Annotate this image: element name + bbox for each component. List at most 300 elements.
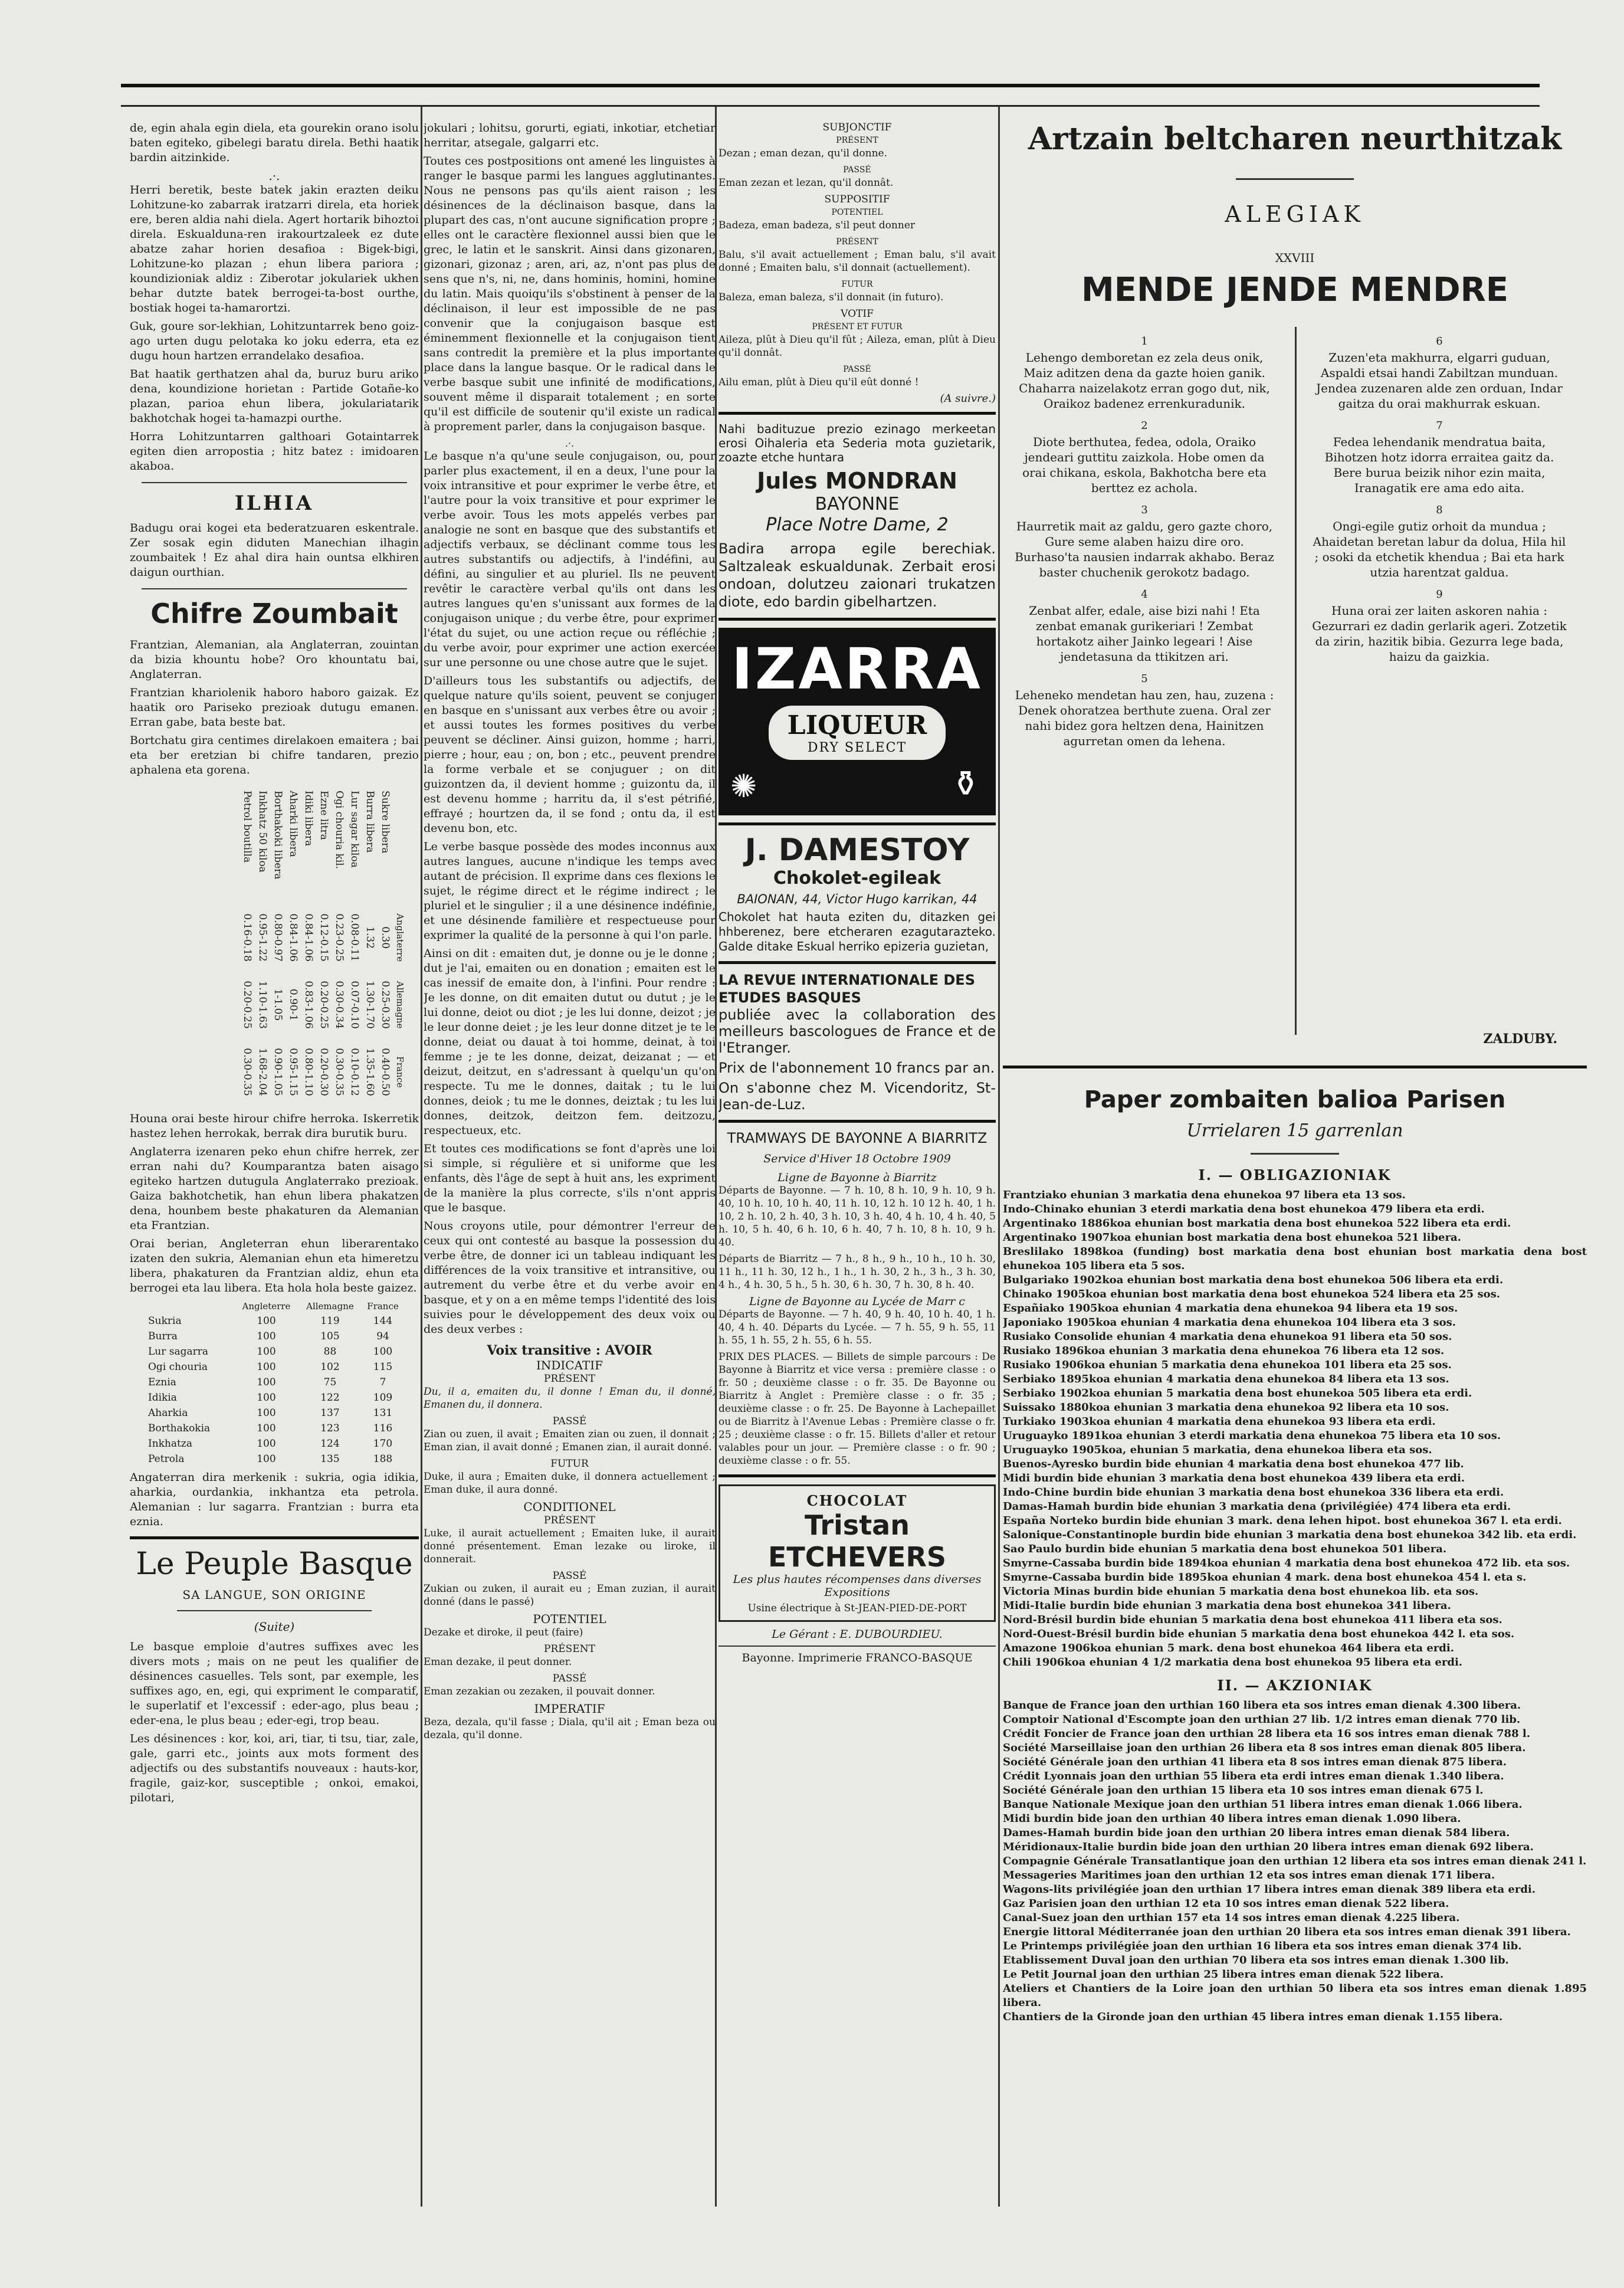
table-cell: 0.23-0.25 [333, 913, 345, 962]
imperatif-heading: IMPERATIF [534, 1702, 605, 1716]
table-row [270, 787, 286, 1106]
list-item: Nord-Ouest-Brésil burdin bide ehunian 5 markatia dena bost ehunekoa 442 l. eta sos. [1003, 1628, 1515, 1640]
stanza: Diote berthutea, fedea, odola, Oraiko jendeari guttitu zaizkola. Hobe omen da orai chikana, eskola, Bakhotcha bere eta berttez ez achola. [1022, 435, 1267, 495]
list-item: Rusiako Consolide ehunian 4 markatia dena ehunekoa 91 libera eta 50 sos. [1003, 1330, 1452, 1343]
table-cell: 0.20-0.25 [318, 981, 330, 1029]
table-cell: 188 [373, 1453, 393, 1465]
stanza: Haurretik mait az galdu, gero gazte choro, Gure seme alaben haizu dire oro. Burhaso'ta nausien indarrak akhabo. Beraz baster chuchenik gerokotz badago. [1015, 519, 1274, 579]
list-item: Uruguayko 1891koa ehunian 3 eterdi markatia dena ehunekoa 75 libera eta 10 sos. [1003, 1430, 1501, 1442]
top-rule-thin [121, 105, 1540, 107]
tramways-ad [719, 1130, 996, 1467]
list-item: Chinako 1905koa ehunian bost markatia dena bost ehunekoa 524 libera eta 25 sos. [1003, 1288, 1500, 1300]
list-item: Japoniako 1905koa ehunian 4 markatia dena ehunekoa 104 libera eta 3 sos. [1003, 1316, 1456, 1329]
table-cell: 75 [323, 1376, 337, 1388]
list-item: Comptoir National d'Escompte joan den urthian 27 lib. 1/2 intres eman dienak 770 lib. [1003, 1713, 1521, 1726]
table-cell: 0.30 [379, 926, 391, 949]
table-cell: 0.07-0.10 [349, 981, 360, 1029]
list-item: Frantziako ehunian 3 markatia dena ehunekoa 97 libera eta 13 sos. [1003, 1189, 1406, 1201]
table-cell: 0.90-1 [287, 988, 299, 1021]
revue-text: publiée avec la collaboration des meilleurs bascologues de France et de l'Etranger. [719, 1007, 996, 1056]
conjugation: Balu, s'il avait actuellement ; Eman balu, s'il avait donné ; Emaiten balu, s'il donnait (actuellement). [719, 249, 996, 274]
futur-heading: FUTUR [550, 1458, 589, 1470]
list-item: Serbiako 1895koa ehunian 4 markatia dena ehunekoa 84 libera eta 13 sos. [1003, 1373, 1449, 1385]
list-item: Suissako 1880koa ehunian 3 markatia dena ehunekoa 92 libera eta 10 sos. [1003, 1401, 1449, 1414]
table-cell: 100 [257, 1407, 276, 1419]
table-cell: 100 [373, 1346, 393, 1358]
table-cell: 0.84-1.06 [287, 913, 299, 962]
obligations-list [1003, 1188, 1587, 1670]
chifre-paragraph: Frantzian khariolenik haboro haboro gaizak. Ez haatik oro Pariseko prezioak dutugu emanen. Erran gabe, bata beste bat. [130, 686, 419, 729]
present-heading: PRÉSENT [836, 136, 878, 145]
tram-times: Départs de Bayonne. — 7 h. 10, 8 h. 10, 9 h. 10, 9 h. 40, 10 h. 10, 10 h. 40, 11 h. 10, 12 h. 10 12 h. 40, 1 h. 10, 2 h. 10, 2 h. 40, 3 h. 10, 3 h. 40, 4 h. 10, 4 h. 40, 5 h. 10, 5 h. 40, 6 h. 10, 6 h. 40, 7 h. 10, 8 h. 10, 9 h. 40. [719, 1185, 996, 1248]
table-cell: 0.40-0.50 [379, 1048, 391, 1096]
list-item: Wagons-lits privilégiée joan den urthian 17 libera intres eman dienak 389 libera eta erdi. [1003, 1883, 1536, 1896]
table-cell: 88 [323, 1346, 337, 1358]
oblig-heading: I. — OBLIGAZIONIAK [1198, 1166, 1392, 1184]
conjugation: Eman zezan et lezan, qu'il donnât. [719, 177, 894, 189]
list-item: Smyrne-Cassaba burdin bide 1894koa ehunian 4 markatia dena bost ehunekoa 472 lib. eta sos. [1003, 1557, 1570, 1569]
stanza-number: 3 [1141, 504, 1148, 516]
revue-subscribe: On s'abonne chez M. Vicendoritz, St-Jean-de-Luz. [719, 1080, 996, 1113]
stanza: Ongi-egile gutiz orhoit da mundua ; Ahaidetan beretan labur da dolua, Hila hil ; osoki da etchetik khendua ; Bai eta hark utzia harentzat galdua. [1313, 519, 1566, 579]
paragraph: Herri beretik, beste batek jakin erazten deiku Lohitzune-ko zabarrak iratzarri direla, eta horiek ere, beren aldia nahi diela. Agert hortarik bihoztoi direla. Eskualduna-ren irakourtzaleek ez dute abatze zahar horien desafioa : Bigek-bigi, Lohitzune-ko plazan ; ehun libera pariora ; koundizioniak aldiz : Ziberotar jokulariek ukhen behar dutzte batek berrogei-ta-bost ourthe, bostiak hogei ta-hamarortzi. [130, 183, 419, 314]
separator [719, 1474, 996, 1477]
list-item: Turkiako 1903koa ehunian 4 markatia dena ehunekoa 93 libera eta erdi. [1003, 1415, 1436, 1428]
separator [130, 1536, 419, 1539]
paragraph: Le verbe basque possède des modes inconnus aux autres langues, aucune n'indique les temps avec autant de précision. Il exprime dans ces flexions le sujet, le régime direct et le régime indirect ; le pluriel et le singulier ; il a une désinence indéfinie, et une désinende familière et respectueuse pour exprimer la qualité de la personne à qui l'on parle. [424, 840, 716, 942]
table-header-cell: Allemagne [395, 981, 405, 1029]
table-cell: 7 [379, 1376, 386, 1388]
potentiel-heading: POTENTIEL [831, 208, 883, 217]
table-cell: 1.32 [364, 926, 376, 949]
table-cell: 0.30-0.35 [241, 1048, 253, 1096]
chocolat-ad [719, 1484, 996, 1622]
list-item: Le Printemps privilégiée joan den urthian 16 libera eta sos intres eman dienak 374 lib. [1003, 1940, 1522, 1952]
table-header-cell: Anglaterre [395, 913, 405, 962]
alegiak-heading: ALEGIAK [1225, 201, 1365, 227]
separator [177, 1610, 372, 1611]
stanza: Huna orai zer laiten askoren nahia : Gezurrari ez dadin gerlarik ageri. Zotzetik da zirin, hazitik bibia. Gezurra lege bada, haizu da gaizkia. [1312, 604, 1567, 664]
table-cell: 0.30-0.34 [333, 981, 345, 1029]
list-item: Midi-Italie burdin bide ehunian 3 markatia dena bost ehunekoa 341 libera. [1003, 1599, 1451, 1612]
table-row [145, 1436, 404, 1451]
list-item: Breslilako 1898koa (funding) bost markatia dena bost ehunian bost markatia dena bost ehunekoa 105 libera eta 5 sos. [1003, 1245, 1587, 1272]
suppositif-heading: SUPPOSITIF [824, 194, 890, 205]
stanza: Zuzen'eta makhurra, elgarri guduan, Aspaldi etsai handi Zabiltzan munduan. Jendea zuzenaren alde zen orduan, Indar gaitza du orai makhurrak eskuan. [1316, 350, 1563, 411]
list-item: Compagnie Générale Transatlantique joan den urthian 12 libera eta sos intres eman dienak 241 l. [1003, 1855, 1587, 1867]
izarra-logo: IZARRA [731, 636, 983, 702]
table-cell: 100 [257, 1453, 276, 1465]
table-row [145, 1329, 404, 1344]
peuple-subtitle: SA LANGUE, SON ORIGINE [182, 1588, 366, 1602]
separator [1003, 1066, 1587, 1068]
table-row [332, 787, 347, 1106]
tram-times: Départs de Bayonne. — 7 h. 40, 9 h. 40, 10 h. 40, 1 h. 40, 4 h. 40. Départs du Lycée. — 7 h. 55, 9 h. 55, 11 h. 55, 1 h. 55, 2 h. 55, 6 h. 55. [719, 1309, 996, 1346]
separator [142, 482, 407, 483]
chifre-paragraph: Angaterran dira merkenik : sukria, ogia idikia, aharkia, ourdankia, inkhantza eta petrola. Alemanian : lur sagarra. Frantzian : burra eta eznia. [130, 1471, 419, 1528]
conjugation: Eman dezake, il peut donner. [424, 1656, 572, 1668]
ad-intro: Nahi badituzue prezio ezinago merkeetan erosi Oihaleria eta Sederia mota guzietarik, zoazte etche huntara [719, 422, 996, 464]
chocolat-heading: CHOCOLAT [806, 1492, 908, 1509]
table-row [145, 1313, 404, 1329]
conjugation: Beza, dezala, qu'il fasse ; Diala, qu'il ait ; Eman beza ou dezala, qu'il donne. [424, 1716, 716, 1741]
table-cell: 131 [373, 1407, 393, 1419]
table-cell: 0.20-0.25 [241, 981, 253, 1029]
shares-list [1003, 1699, 1587, 2024]
table-row [240, 787, 255, 1106]
table-cell: 123 [320, 1422, 340, 1434]
list-item: Messageries Maritimes joan den urthian 12 eta sos intres eman dienak 171 libera. [1003, 1869, 1495, 1881]
table-row [145, 1405, 404, 1421]
paragraph: Toutes ces postpositions ont amené les linguistes à ranger le basque parmi les langues agglutinantes. Nous ne pensons pas qu'ils aient raison ; les désinences de la déclinaison basque, dans la plupart des cas, n'ont aucune signification propre ; elles ont le caractère flexionnel aussi bien que le grec, le latin et le sanskrit. Ainsi dans gizonaren, gizonari, gizonaz ; aren, ari, az, n'ont pas plus de sens que n's, ni, ne, dans hominis, homini, homine du latin. Mais quoiqu'ils s'obstinent à penser de la déclinaison, il leur est impossible de ne pas convenir que la conjugaison basque est éminemment flexionnelle et la conjugaison tient sans contredit la première et la plus importante place dans la langue basque. Or le radical dans le verbe basque subit une infinité de modifications, souvent même il disparait totalement ; en sorte qu'il est difficile de soutenir qu'il existe un radical à proprement parler, dans la conjugaison basque. [424, 155, 716, 433]
paragraph: Et toutes ces modifications se font d'après une loi si simple, si régulière et si uniforme que les enfants, dès l'âge de sept à huit ans, les expriment de la manière la plus correcte, s'ils n'ont appris que le basque. [424, 1142, 716, 1214]
subjonctif-heading: SUBJONCTIF [822, 122, 892, 133]
table-cell: 1.35-1.60 [364, 1048, 376, 1096]
list-item: Chantiers de la Gironde joan den urthian 45 libera intres eman dienak 1.155 libera. [1003, 2011, 1503, 2023]
table-cell: Petrola [148, 1453, 185, 1465]
stanza: Leheneko mendetan hau zen, hau, zuzena : Denek ohoratzea berthute zuena. Oral zer nahi bidez gora heltzen dena, Hainitzen agurretan omen da lehena. [1015, 688, 1274, 748]
list-item: España Norteko burdin bide ehunian 3 mark. dena lehen hipot. bost ehunekoa 367 l. eta erdi. [1003, 1515, 1562, 1527]
dry-select-label: DRY SELECT [807, 740, 907, 755]
table-cell: 100 [257, 1315, 276, 1327]
damestoy-name: J. DAMESTOY [744, 832, 970, 868]
table-cell: 0.90-1.05 [272, 1048, 284, 1096]
mondran-text: Badira arropa egile berechiak. Saltzaleak eskualdunak. Zerbait erosi ondoan, dolutzeu zaionari trukatzen diote, edo bardin gibelhartzen. [719, 540, 996, 610]
chifre-paragraph: Houna orai beste hirour chifre herroka. Iskerretik hastez lehen herrokak, berrak dira burutik buru. [130, 1112, 419, 1140]
stanza-column-right [1310, 327, 1569, 664]
column-4 [1003, 121, 1587, 2245]
list-item: Buenos-Ayresko burdin bide ehunian 4 markatia dena bost ehunekoa 477 lib. [1003, 1458, 1464, 1470]
peuple-paragraph: Le basque emploie d'autres suffixes avec les divers mots ; mais on ne peut les qualifier de désinences casuelles. Tels sont, par exemple, les suffixes ago, en, egi, qui expriment le comparatif, le superlatif et l'excessif : eder-ago, plus beau ; eder-ena, le plus beau ; eder-egi, trop beau. [130, 1640, 419, 1727]
table-row [362, 787, 378, 1106]
table-row [347, 787, 362, 1106]
tram-title: TRAMWAYS DE BAYONNE A BIARRITZ [727, 1130, 987, 1146]
paragraph: Bat haatik gerthatzen ahal da, buruz buru ariko dena, koundizione horietan : Partide Gotañe-ko plazan, parioa ehun libera, jokulariatarik bakhotchak hogei ta-hamazpi ourthe. [130, 368, 419, 425]
column-2: jokulari ; lohitsu, gorurti, egiati, inkotiar, etchetiar herritar, atsegale, galgarri etc. Toutes ces postpositions ont amené les linguistes à ranger le basque parmi les langues agglutinantes. Nous ne pensons pas qu'ils aient raison ; les désinences de la déclinaison basque, dans la plupart des cas, n'ont aucune signification propre ; elles ont le caractère flexionnel aussi bien que le grec, le latin et le sanskrit. Ainsi dans gizonaren, gizonari, gizonaz ; aren, ari, az, n'ont pas plus de sens que n's, ni, ne, dans hominis, homini, homine du latin. Mais quoiqu'ils s'obstinent à penser de la déclinaison, il leur est impossible de ne pas convenir que la conjugaison basque est éminemment flexionnelle et la conjugaison tient sans contredit la première et la plus importante place dans la langue basque. Or le radical dans le verbe basque subit une infinité de modifications, souvent même il disparait totalement ; en sorte qu'il est difficile de soutenir qu'il existe un radical à proprement parler, dans la conjugaison basque. .·. Le basque n'a qu'une seule conjugaison, ou, pour parler plus exactement, il en a deux, l'une pour la voix intransitive et pour exprimer le verbe être, et l'autre pour la voix transitive et pour exprimer le verbe avoir. Tous les mots appelés verbes par analogie ne sont en basque que des substantifs et adjectifs verbaux, se déclinant comme tous les autres substantifs ou adjectifs, à l'indéfini, au défini, au singulier et au pluriel. Ils ne peuvent revêtir le caractère verbal qu'ils ont dans les autres langues qu'en s'unissant aux formes de la conjugaison unique ; du verbe être, pour exprimer l'état du sujet, ou une action reçue ou réfléchie ; du verbe avoir, pour exprimer une action exercée sur une personne ou une chose autre que le sujet. D'ailleurs tous les substantifs ou adjectifs, de quelque nature qu'ils soient, peuvent se conjuger en basque en s'unissant aux verbes être ou avoir ; et aussi toutes les formes positives du verbe peuvent se décliner. Ainsi guizon, homme ; harri, pierre ; hour, eau ; on, bon ; etc., peuvent prendre la forme verbale et se conjuguer ; on dit guizontzen da, il devient homme ; guizontu da, il est devenu homme ; harritu da, il s'est pétrifié, effrayé ; hourtzen da, il se fond ; ontu da, il est devenu bon, etc. Le verbe basque possède des modes inconnus aux autres langues, aucune n'indique les temps avec autant de précision. Il exprime dans ces flexions le sujet, le régime direct et le régime indirect ; le pluriel et le singulier ; il a une désinence indéfinie, et une désinende familière et respectueuse pour exprimer la qualité de la personne à qui l'on parle. Ainsi on dit : emaiten dut, je donne ou je le donne ; dut je l'ai, emaiten ou en donation ; emaiten est le cas inessif de emaite don, à l'infini. Pour rendre : Je les donne, on dit emaiten dutut ou dutut ; je le lui donne, deiot ou diot ; je les lui donne, deizot ; je le leur donne deiet ; je les leur donne ditzet je te le donne, deiat ou dauat à toi homme, deinat, à toi femme ; je te les donne, deizat, deizanat ; — et deizut, deitzut, en s'adressant à quelqu'un qu'on respecte. Tu me le donnes, daitak ; tu le lui donnes, deiok ; tu me le donnes, deiztak ; tu les lui donnes, deitzok, deitzon fem. deitzozu, respectueux, etc. Et toutes ces modifications se font d'après une loi si simple, si régulière et si uniforme que les enfants, dès l'âge de sept à huit ans, les expriment de la manière la plus correcte, s'ils n'ont appris que le basque. Nous croyons utile, pour démontrer l'erreur de ceux qui ont contesté au basque la possession du verbe être, de donner ici un tableau indiquant les différences de la voix transitive et intransitive, ou autrement du verbe être et du verbe avoir en basque, et y on a en même temps l'identité des lois suivies pour le développement des deux voix ou des deux verbes : Voix transitive : AVOIR INDICATIF PRÉSENT Du, il a, emaiten du, il donne ! Eman du, il donné, Emanen du, il donnera. PASSÉ Zian ou zuen, il avait ; Emaiten zian ou zuen, il donnait ; Eman zian, il avait donné ; Emanen zian, il aurait donné. FUTUR Duke, il aura ; Emaiten duke, il donnera actuellement ; Eman duke, il aura donné. CONDITIONEL PRÉSENT Luke, il aurait actuellement ; Emaiten luke, il aurait donné présentement. Eman lezake ou liroke, il donnerait. PASSÉ Zukian ou zuken, il aurait eu ; Eman zuzian, il aurait donné (dans le passé) POTENTIEL Dezake et diroke, il peut (faire) PRÉSENT Eman dezake, il peut donner. PASSÉ Eman zezakian ou zezaken, il pouvait donner. IMPERATIF Beza, dezala, qu'il fasse ; Diala, qu'il ait ; Eman beza ou dezala, qu'il donne. [424, 122, 716, 1741]
table-cell: 1.68-2.04 [257, 1048, 268, 1096]
column-3 [719, 121, 996, 2245]
table-cell: 144 [373, 1315, 393, 1327]
table-header-cell: France [367, 1301, 399, 1312]
stanza-number: 8 [1436, 504, 1443, 516]
table-cell: 0.95-1.15 [287, 1048, 299, 1096]
separator [719, 961, 996, 964]
table-row [286, 787, 301, 1106]
table-row [145, 1390, 404, 1405]
peuple-title: Le Peuple Basque [136, 1546, 413, 1582]
suivre-label: (A suivre.) [940, 392, 996, 405]
chifre-paragraph: Orai berian, Angleterran ehun liberarentako izaten den sukria, Alemanian ehun eta himeretzu libera, phakaturen da Frantzian aldiz, ehun eta berrogei eta lau libera. Eta hola hola beste gaizez. [130, 1237, 419, 1294]
table-cell: Borthakoki libera [272, 791, 284, 880]
table-row [378, 787, 393, 1106]
separator [719, 822, 996, 825]
list-item: Rusiako 1906koa ehunian 5 markatia dena ehunekoa 101 libera eta 25 sos. [1003, 1359, 1452, 1371]
table-row [145, 1421, 404, 1436]
table-cell: 0.80-1.10 [303, 1048, 314, 1096]
passe-heading: PASSÉ [843, 165, 871, 175]
tram-times: Départs de Biarritz — 7 h., 8 h., 9 h., 10 h., 10 h. 30, 11 h., 11 h. 30, 12 h., 1 h., 1 h. 30, 2 h., 3 h., 3 h. 30, 4 h., 4 h. 30, 5 h., 5 h. 30, 6 h. 30, 7 h. 30, 8 h. 40. [719, 1253, 996, 1291]
paragraph: D'ailleurs tous les substantifs ou adjectifs, de quelque nature qu'ils soient, peuvent se conjuger en basque en s'unissant aux verbes être ou avoir ; et aussi toutes les formes positives du verbe peuvent se décliner. Ainsi guizon, homme ; harri, pierre ; hour, eau ; on, bon ; etc., peuvent prendre la forme verbale et se conjuguer ; on dit guizontzen da, il devient homme ; guizontu da, il est devenu homme ; harritu da, il s'est pétrifié, effrayé ; hourtzen da, il se fond ; ontu da, il est devenu bon, etc. [424, 674, 716, 835]
column-divider [998, 106, 1000, 2207]
list-item: Crédit Foncier de France joan den urthian 28 libera eta 16 sos intres eman dienak 788 l. [1003, 1728, 1530, 1740]
list-item: Crédit Lyonnais joan den urthian 55 libera eta erdi intres eman dienak 1.340 libera. [1003, 1770, 1504, 1782]
table-cell: 115 [373, 1361, 393, 1373]
present-heading: PRÉSENT [836, 237, 878, 247]
chocolat-usine: Usine électrique à St-JEAN-PIED-DE-PORT [747, 1602, 967, 1614]
table-cell: 0.16-0.18 [241, 913, 253, 962]
stanza: Fedea lehendanik mendratua baita, Bihotzen hotz idorra erraitea gaitz da. Bere burua beizik nihor ezin maita, Iranagatik ere ama edo aita. [1324, 435, 1554, 495]
table-row [301, 787, 316, 1106]
stanza-number: 4 [1141, 588, 1148, 601]
list-item: Etablissement Duval joan den urthian 70 libera eta sos intres eman dienak 1.300 lib. [1003, 1954, 1509, 1966]
damestoy-text: Chokolet hat hauta eziten du, ditazken gei hhberenez, bere etcheraren ezagutarazteko. Galde ditake Eskual herriko epizeria guzietan, [719, 910, 996, 953]
poem-title: MENDE JENDE MENDRE [1081, 271, 1508, 309]
table-row [316, 787, 332, 1106]
passe-heading: PASSÉ [843, 365, 871, 374]
bottle-icon: ⚱ [950, 763, 980, 805]
table-cell: 100 [257, 1438, 276, 1450]
stanza-number: 1 [1141, 335, 1148, 348]
table-cell: Lur sagar kiloa [349, 791, 360, 868]
table-cell: 94 [376, 1330, 389, 1342]
conjugation: Baleza, eman baleza, s'il donnait (in futuro). [719, 291, 944, 303]
table-cell: 0.10-0.12 [349, 1048, 360, 1096]
list-item: Amazone 1906koa ehunian 5 mark. dena bost ehunekoa 464 libera eta erdi. [1003, 1642, 1454, 1654]
table-cell: 0.25-0.30 [379, 981, 391, 1029]
stanza: Lehengo demboretan ez zela deus onik, Maiz aditzen dena da gazte hoien ganik. Chaharra naizelakotz erran gogo dut, nik, Oraikoz badenez errenkuradunik. [1019, 350, 1270, 411]
table-cell: 124 [320, 1438, 340, 1450]
list-item: Smyrne-Cassaba burdin bide 1895koa ehunian 4 mark. dena bost ehunekoa 454 l. eta s. [1003, 1571, 1527, 1584]
potentiel-heading: POTENTIEL [533, 1612, 606, 1626]
separator [719, 1120, 996, 1123]
gerant-line: Le Gérant : E. DUBOURDIEU. [772, 1628, 943, 1641]
table-cell: Inkhatza [148, 1438, 192, 1450]
list-item: Sao Paulo burdin bide ehunian 5 markatia dena bost ehunekoa 501 libera. [1003, 1543, 1447, 1555]
list-item: Bulgariako 1902koa ehunian bost markatia dena bost ehunekoa 506 libera eta erdi. [1003, 1274, 1504, 1286]
table-cell: 0.30-0.35 [333, 1048, 345, 1096]
list-item: Ateliers et Chantiers de la Loire joan den urthian 50 libera eta sos intres eman dienak 1.895 libera. [1003, 1982, 1587, 2009]
list-item: Banque Nationale Mexique joan den urthian 51 libera intres eman dienak 1.066 libera. [1003, 1798, 1523, 1811]
list-item: Société Générale joan den urthian 15 libera eta 10 sos intres eman dienak 675 l. [1003, 1784, 1484, 1797]
table-cell: 102 [320, 1361, 340, 1373]
table-header-cell: France [395, 1056, 405, 1088]
list-item: Españiako 1905koa ehunian 4 markatia dena ehunekoa 94 libera eta 19 sos. [1003, 1302, 1458, 1315]
table-cell: 0.95-1.22 [257, 913, 268, 962]
list-item: Midi burdin bide joan den urthian 40 libera intres eman dienak 1.090 libera. [1003, 1812, 1461, 1825]
stanza-number: 5 [1141, 673, 1148, 685]
table-cell: 100 [257, 1422, 276, 1434]
passe-heading: PASSÉ [552, 1415, 587, 1427]
chifre-paragraph: Anglaterra izenaren peko ehun chifre herrek, zer erran nahi du? Koumparantza baten aisago egiteko hartzen dutugula Anglaterrako prezioak. Gaiza bakhotchetik, han ehun libera phakatzen dena, hounbem beste phakaturen da Alemanian eta Frantzian. [130, 1145, 419, 1232]
list-item: Société Marseillaise joan den urthian 26 libera eta 8 sos intres eman dienak 805 libera. [1003, 1742, 1526, 1754]
table-cell: Inkhatz 50 kiloa [257, 791, 268, 873]
conditionel-heading: CONDITIONEL [523, 1500, 616, 1514]
voix-heading: Voix transitive : AVOIR [487, 1343, 652, 1358]
table-cell: Borthakokia [148, 1422, 211, 1434]
tram-line-2: Ligne de Bayonne au Lycée de Marr c [749, 1295, 965, 1308]
passe-heading: PASSÉ [552, 1673, 587, 1684]
mondran-address: Place Notre Dame, 2 [766, 514, 949, 535]
list-item: Energie littoral Méditerranée joan den urthian 20 libera eta sos intres eman dienak 391 libera. [1003, 1926, 1571, 1938]
list-item: Argentinako 1907koa ehunian bost markatia dena bost ehunekoa 521 libera. [1003, 1231, 1461, 1244]
table-cell: 0.83-1.06 [303, 981, 314, 1029]
paper-title: Paper zombaiten balioa Parisen [1084, 1086, 1506, 1113]
damestoy-ad [719, 832, 996, 954]
akzio-heading: II. — AKZIONIAK [1217, 1677, 1373, 1694]
passe-heading: PASSÉ [552, 1570, 587, 1582]
stanza-number: 6 [1436, 335, 1443, 348]
table-cell: Aharki libera [287, 791, 299, 857]
list-item: Méridionaux-Italie burdin bide joan den urthian 20 libera intres eman dienak 692 libera. [1003, 1841, 1534, 1853]
table-row [145, 1359, 404, 1375]
list-item: Société Générale joan den urthian 41 libera eta 8 sos intres eman dienak 875 libera. [1003, 1756, 1507, 1768]
poem-section-title: Artzain beltcharen neurthitzak [1028, 121, 1562, 157]
conjugation: Badeza, eman badeza, s'il peut donner [719, 219, 916, 231]
table-cell: 100 [257, 1330, 276, 1342]
fable-number: XXVIII [1275, 251, 1315, 265]
list-item: Uruguayko 1905koa, ehunian 5 markatia, dena ehunekoa libera eta sos. [1003, 1444, 1432, 1456]
chocolat-name: Tristan ETCHEVERS [767, 1509, 947, 1573]
revue-price: Prix de l'abonnement 10 francs par an. [719, 1060, 995, 1076]
table-cell: 0.12-0.15 [318, 913, 330, 962]
list-item: Le Petit Journal joan den urthian 25 libera intres eman dienak 522 libera. [1003, 1968, 1444, 1981]
separator [142, 588, 407, 589]
list-item: Gaz Parisien joan den urthian 12 eta 10 sos intres eman dienak 522 libera. [1003, 1897, 1449, 1910]
paper-date: Urrielaren 15 garrenlan [1186, 1120, 1403, 1141]
table-cell: 119 [320, 1315, 340, 1327]
chifre-paragraph: Frantzian, Alemanian, ala Anglaterran, zouintan da bizia khountu hobe? Oro khountatu bai, Anglaterran. [130, 638, 419, 681]
list-item: Canal-Suez joan den urthian 157 eta 14 sos intres eman dienak 4.225 libera. [1003, 1912, 1460, 1924]
tram-prices: PRIX DES PLACES. — Billets de simple parcours : De Bayonne à Biarritz et vice versa : première classe : o fr. 50 ; deuxième classe : o fr. 35. De Bayonne ou Biarritz à Anglet : Première classe : o fr. 35 ; deuxième classe : o fr. 25. De Bayonne à Lachepaillet ou de Biarritz à l'Avenue Lebas : Première classe o fr. 25 ; deuxième classe : o fr. 15. Billets d'aller et retour valables pour un jour. — Première classe : o fr. 90 ; deuxième classe : o fr. 55. [719, 1351, 996, 1467]
conjugation: Dezake et diroke, il peut (faire) [424, 1627, 583, 1638]
chifre-title: Chifre Zoumbait [150, 598, 398, 630]
intro-text: de, egin ahala egin diela, eta gourekin orano isolu baten egiteko, gibelegi baratu direla. Bethi haatik bardin aitzinkide. [130, 122, 419, 164]
paragraph: jokulari ; lohitsu, gorurti, egiati, inkotiar, etchetiar herritar, atsegale, galgarri etc. [424, 122, 716, 149]
conjugation: Zukian ou zuken, il aurait eu ; Eman zuzian, il aurait donné (dans le passé) [424, 1583, 716, 1608]
conjugation: Ailu eman, plût à Dieu qu'il eût donné ! [719, 376, 919, 388]
table-cell: Ogi chouria [148, 1361, 208, 1373]
table-row [145, 1375, 404, 1390]
present-futur-heading: PRÉSENT ET FUTUR [812, 322, 903, 332]
suite-label: (Suite) [254, 1620, 295, 1634]
stanza-number: 2 [1141, 419, 1148, 432]
damestoy-address: BAIONAN, 44, Victor Hugo karrikan, 44 [737, 892, 977, 906]
indicatif-heading: INDICATIF [536, 1358, 603, 1372]
table-cell: Sukre libera [379, 791, 391, 854]
conjugation: Aileza, plût à Dieu qu'il fût ; Aileza, eman, plût à Dieu qu'il donnât. [719, 334, 996, 359]
stanza: Zenbat alfer, edale, aise bizi nahi ! Eta zenbat emanak gurikeriari ! Zembat hortakotz aiher Jainko legeari ! Aise jendetasuna da ttikitzen ari. [1029, 604, 1260, 664]
list-item: Indo-Chine burdin bide ehunian 3 markatia dena bost ehunekoa 336 libera eta erdi. [1003, 1486, 1504, 1499]
present-heading: PRÉSENT [544, 1515, 595, 1526]
paragraph: Guk, goure sor-lekhian, Lohitzuntarrek beno goiz-ago urten dugu pelotaka ko joku ederra, eta ez dugu houn hartzen errandelako desafioa. [130, 320, 419, 362]
votif-heading: VOTIF [841, 308, 874, 320]
stanza-column-left [1015, 327, 1274, 749]
table-cell: 100 [257, 1376, 276, 1388]
table-cell: 109 [373, 1392, 393, 1404]
table-header-cell [393, 787, 407, 904]
table-cell: Aharkia [148, 1407, 188, 1419]
conjugation: Luke, il aurait actuellement ; Emaiten luke, il aurait donné présentement. Eman lezake ou liroke, il donnerait. [424, 1527, 716, 1565]
list-item: Victoria Minas burdin bide ehunian 5 markatia dena bost ehunekoa lib. eta sos. [1003, 1585, 1479, 1598]
list-item: Midi burdin bide ehunian 3 markatia dena bost ehunekoa 439 libera eta erdi. [1003, 1472, 1465, 1484]
imprimerie-line: Bayonne. Imprimerie FRANCO-BASQUE [742, 1651, 973, 1664]
present-heading: PRÉSENT [544, 1643, 595, 1655]
table-cell: 137 [320, 1407, 340, 1419]
damestoy-subtitle: Chokolet-egileak [773, 868, 941, 889]
tram-service: Service d'Hiver 18 Octobre 1909 [763, 1152, 951, 1165]
tram-line-1: Ligne de Bayonne à Biarritz [777, 1171, 937, 1184]
mondran-city: BAYONNE [815, 494, 900, 514]
table-cell: 0.20-0.30 [318, 1048, 330, 1096]
separator [1236, 178, 1354, 180]
table-cell: 1.30-1.70 [364, 981, 376, 1029]
paragraph: Horra Lohitzuntarren galthoari Gotaintarrek egiten dien arropostia ; hitz batez : imidoaren akaboa. [130, 430, 419, 473]
table-header-cell: Allemagne [306, 1301, 354, 1312]
table-cell: Petrol boutilla [241, 791, 253, 863]
table-cell: 170 [373, 1438, 393, 1450]
present-heading: PRÉSENT [544, 1373, 595, 1385]
separator [719, 1645, 996, 1647]
conjugation: Zian ou zuen, il avait ; Emaiten zian ou zuen, il donnait ; Eman zian, il avait donné ; Emanen zian, il aurait donné. [424, 1428, 716, 1453]
index-table [145, 1299, 404, 1467]
list-item: Serbiako 1902koa ehunian 5 markatia dena bost ehunekoa 505 libera eta erdi. [1003, 1387, 1472, 1399]
table-cell: 1-1.05 [272, 988, 284, 1021]
table-cell: Lur sagarra [148, 1346, 209, 1358]
table-header-cell: Angleterre [242, 1301, 291, 1312]
conjugation: Du, il a, emaiten du, il donne ! Eman du, il donné, Emanen du, il donnera. [424, 1386, 716, 1411]
flower-icon: ✺ [730, 768, 757, 805]
list-item: Dames-Hamah burdin bide joan den urthian 20 libera intres eman dienak 584 libera. [1003, 1827, 1510, 1839]
list-item: Indo-Chinako ehunian 3 eterdi markatia dena bost ehunekoa 479 libera eta erdi. [1003, 1203, 1485, 1215]
top-rule [121, 84, 1540, 87]
table-cell: 0.08-0.11 [349, 913, 360, 962]
paragraph: Nous croyons utile, pour démontrer l'erreur de ceux qui ont contesté au basque la possession du verbe être, de donner ici un tableau indiquant les différences de la voix transitive et intransitive, ou autrement du verbe être et du verbe avoir en basque, et y on a en même temps l'identité des lois suivies pour le développement des deux voix ou des deux verbes : [424, 1220, 716, 1336]
table-cell: 1.10-1.63 [257, 981, 268, 1029]
conjugation: Dezan ; eman dezan, qu'il donne. [719, 147, 887, 159]
separator [719, 618, 996, 621]
list-item: Banque de France joan den urthian 160 libera eta sos intres eman dienak 4.300 libera. [1003, 1699, 1521, 1712]
table-header-cell [145, 1299, 234, 1313]
table-cell: 0.80-0.97 [272, 913, 284, 962]
table-cell: Burra [148, 1330, 178, 1342]
ilhia-title: ILHIA [234, 491, 314, 515]
column-1: de, egin ahala egin diela, eta gourekin orano isolu baten egiteko, gibelegi baratu direla. Bethi haatik bardin aitzinkide. .·. Herri beretik, beste batek jakin erazten deiku Lohitzune-ko zabarrak iratzarri direla, eta horiek ere, beren aldia nahi diela. Agert hortarik bihoztoi direla. Eskualduna-ren irakourtzaleek ez dute abatze zahar horien desafioa : Bigek-bigi, Lohitzune-ko plazan ; ehun libera pariora ; koundizioniak aldiz : Ziberotar jokulariek ukhen behar dutzte batek berrogei-ta-bost ourthe, bostiak hogei ta-hamarortzi. Guk, goure sor-lekhian, Lohitzuntarrek beno goiz-ago urten dugu pelotaka ko joku ederra, eta ez dugu houn hartzen errandelako desafioa. Bat haatik gerthatzen ahal da, buruz buru ariko dena, koundizione horietan : Partide Gotañe-ko plazan, parioa ehun libera, jokulariatarik bakhotchak hogei ta-hamazpi ourthe. Horra Lohitzuntarren galthoari Gotaintarrek egiten dien arropostia ; hitz batez : imidoaren akaboa. ILHIA Badugu orai kogei eta bederatzuaren eskentrale. Zer sosak egin diduten Manechian ilhagin zoumbaitek ! Ez ahal dira hain ountsa elkhiren daigun ourthian. Chifre Zoumbait Frantzian, Alemanian, ala Anglaterran, zouintan da bizia khountu hobe? Oro khountatu bai, Anglaterran. Frantzian khariolenik haboro haboro gaizak. Ez haatik oro Pariseko prezioak dutugu emanen. Erran gabe, bata beste bat. Bortchatu gira centimes direlakoen emaitera ; bai eta ber eretzian bi chifre tandaren, prezio aphalena eta gorena. Anglaterre Allemagne France Sukre libera 0.30 0.25-0.30 0.40-0.50 Burra libera 1.32 1.30-1.70 1.35-1.60 Lur sagar kiloa 0.08-0.11 0.07-0.10 0.10-0.12 Ogi chouria kil. 0.23-0.25 0.30-0.34 0.30-0.35 Ezne litra 0.12-0.15 0.20-0.25 0.20-0.30 Idiki libera 0.84-1.06 0.83-1.06 0.80-1.10 Aharki libera 0.84-1.06 0.90-1 0.95-1.15 Borthakoki libera 0.80-0.97 1-1.05 0.90-1.05 Inkhatz 50 kiloa 0.95-1.22 1.10-1.63 1.68-2.04 Petrol boutilla 0.16-0.18 0.20-0.25 0.30-0.35 Houna orai beste hirour chifre herroka. Iskerretik hastez lehen herrokak, berrak dira burutik buru. Anglaterra izenaren peko ehun chifre herrek, zer erran nahi du? Koumparantza baten aisago egiteko hartzen dutugula Anglaterrako prezioak. Gaiza bakhotchetik, han ehun libera phakatzen dena, hounbem beste phakaturen da Alemanian eta Frantzian. Orai berian, Angleterran ehun liberarentako izaten den sukria, Alemanian ehun eta himeretzu libera, phakaturen da Frantzian aldiz, ehun eta berrogei eta lau libera. Eta hola hola beste gaizez. Angleterre Allemagne France Sukria 100 119 144 Burra 100 105 94 Lur sagarra 100 88 100 Ogi chouria 100 102 115 Eznia 100 75 7 Idikia 100 122 109 Aharkia 100 137 131 Borthakokia 100 123 116 Inkhatza 100 124 170 Petrola 100 135 188 Angaterran dira merkenik : sukria, ogia idikia, aharkia, ourdankia, inkhantza eta petrola. Alemanian : lur sagarra. Frantzian : burra eta eznia. Le Peuple Basque SA LANGUE, SON ORIGINE (Suite) Le basque emploie d'autres suffixes avec les divers mots ; mais on ne peut les qualifier de désinences casuelles. Tels sont, par exemple, les suffixes ago, en, egi, qui expriment le comparatif, le superlatif et l'excessif : eder-ago, plus beau ; eder-ena, le plus beau ; eder-egi, trop beau. Les désinences : kor, koi, ari, tiar, ti tsu, tiar, zale, gale, garri etc., joints aux mots forment des adjectifs ou des substantifs nouveaux : hauts-kor, fragile, gaiz-kor, susceptible ; onkoi, emakoi, pilotari, [130, 122, 419, 1804]
table-cell: Ezne litra [318, 791, 330, 840]
mondran-ad [719, 422, 996, 611]
list-item: Rusiako 1896koa ehunian 3 markatia dena ehunekoa 76 libera eta 12 sos. [1003, 1345, 1445, 1357]
futur-heading: FUTUR [841, 280, 873, 289]
table-cell: 135 [320, 1453, 340, 1465]
table-row [145, 1451, 404, 1467]
table-cell: Burra libera [364, 791, 376, 853]
table-cell: 0.84-1.06 [303, 913, 314, 962]
table-cell: 100 [257, 1361, 276, 1373]
revue-ad [719, 971, 996, 1113]
price-table-rotated [240, 787, 407, 1106]
ilhia-text: Badugu orai kogei eta bederatzuaren eskentrale. Zer sosak egin diduten Manechian ilhagin zoumbaitek ! Ez ahal dira hain ountsa elkhiren daigun ourthian. [130, 522, 419, 579]
list-item: Nord-Brésil burdin bide ehunian 5 markatia dena bost ehunekoa 411 libera eta sos. [1003, 1614, 1502, 1626]
table-cell: Idikia [148, 1392, 177, 1404]
column-divider [421, 106, 422, 2207]
table-row [255, 787, 270, 1106]
table-cell: 122 [320, 1392, 340, 1404]
table-cell: 100 [257, 1392, 276, 1404]
list-item: Argentinako 1886koa ehunian bost markatia dena bost ehunekoa 522 libera eta erdi. [1003, 1217, 1511, 1230]
separator [719, 412, 996, 415]
table-cell: 100 [257, 1346, 276, 1358]
poem-stanzas [1003, 327, 1587, 1058]
paragraph: Ainsi on dit : emaiten dut, je donne ou je le donne ; dut je l'ai, emaiten ou en donation ; emaiten est le cas inessif de emaite don, à l'infini. Pour rendre : Je les donne, on dit emaiten dutut ou dutut ; je le lui donne, deiot ou diot ; je les lui donne, deizot ; je le leur donne deiet ; je les leur donne ditzet je te le donne, deiat ou dauat à toi homme, deinat, à toi femme ; je te les donne, deizat, deizanat ; — et deizut, deitzut, en s'adressant à quelqu'un qu'on respecte. Tu me le donnes, daitak ; tu le lui donnes, deiok ; tu me le donnes, deiztak ; tu les lui donnes, deitzok, deitzon fem. deitzozu, respectueux, etc. [424, 947, 716, 1137]
